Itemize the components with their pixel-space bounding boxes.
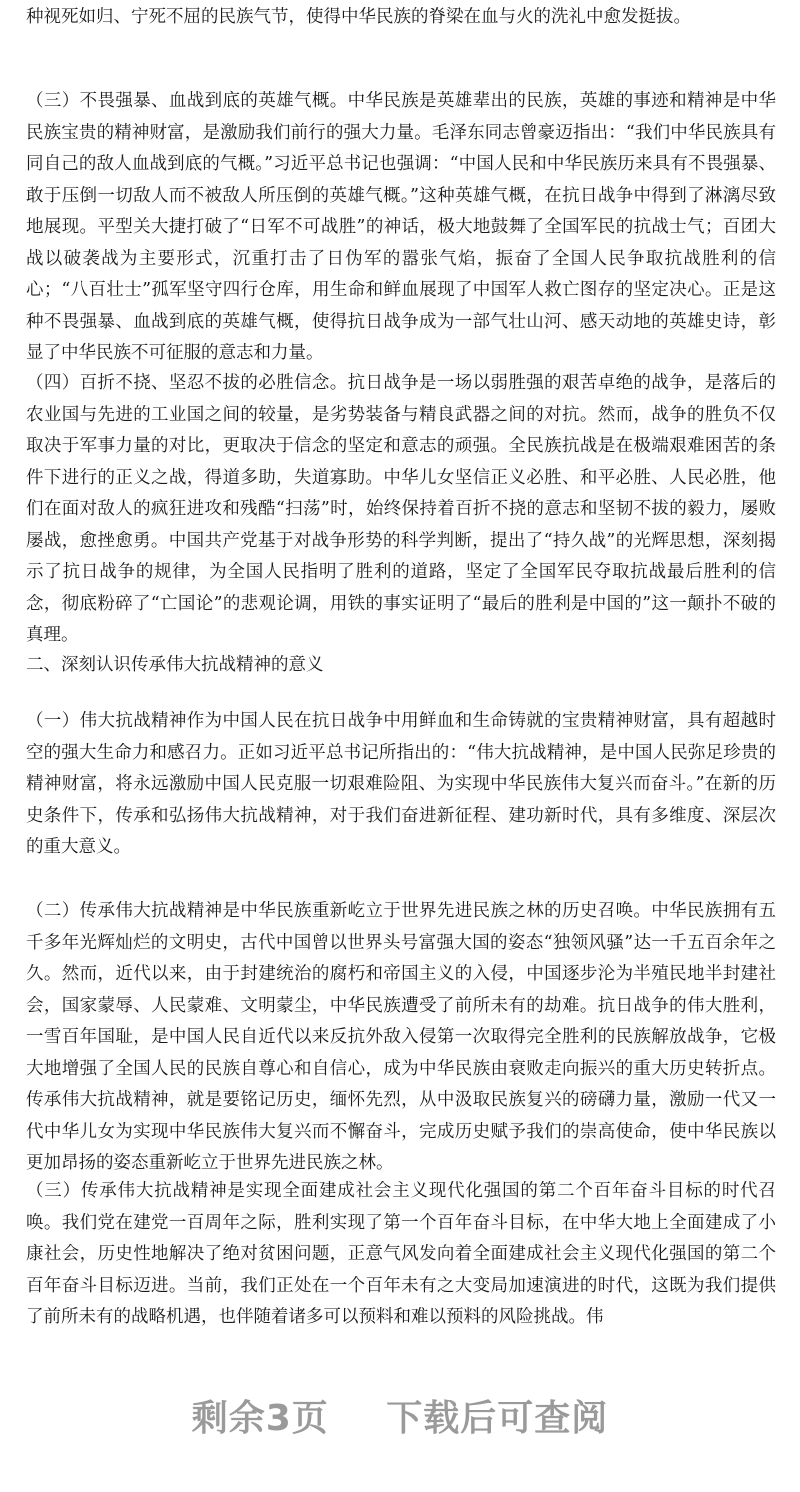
paragraph-section-3: （三）不畏强暴、血战到底的英雄气概。中华民族是英雄辈出的民族，英雄的事迹和精神是中华民族宝贵的精神财富，是激励我们前行的强大力量。毛泽东同志曾豪迈指出：“我们中华民族具有同自己的敌人血战到底的气概。”习近平总书记也强调：“中国人民和中华民族历来具有不畏强暴、敢于压倒一切敌人而不被敌人所压倒的英雄气概。”这种英雄气概，在抗日战争中得到了淋漓尽致地展现。平型关大捷打破了“日军不可战胜”的神话，极大地鼓舞了全国军民的抗战士气；百团大战以破袭战为主要形式，沉重打击了日伪军的嚣张气焰，振奋了全国人民争取抗战胜利的信心；“八百壮士”孤军坚守四行仓库，用生命和鲜血展现了中国军人救亡图存的坚定决心。正是这种不畏强暴、血战到底的英雄气概，使得抗日战争成为一部气壮山河、感天动地的英雄史诗，彰显了中华民族不可征服的意志和力量。	[26, 91, 776, 363]
section-heading-2: 二、深刻认识传承伟大抗战精神的意义	[26, 655, 324, 675]
paragraph-meaning-3: （三）传承伟大抗战精神是实现全面建成社会主义现代化强国的第二个百年奋斗目标的时代召唤。我们党在建党一百周年之际，胜利实现了第一个百年奋斗目标，在中华大地上全面建成了小康社会，历史性地解决了绝对贫困问题，正意气风发向着全面建成社会主义现代化强国的第二个百年奋斗目标迈进。当前，我们正处在一个百年未有之大变局加速演进的时代，这既为我们提供了前所未有的战略机遇，也伴随着诸多可以预料和难以预料的风险挑战。伟	[26, 1181, 776, 1327]
paragraph-meaning-1: （一）伟大抗战精神作为中国人民在抗日战争中用鲜血和生命铸就的宝贵精神财富，具有超越时空的强大生命力和感召力。正如习近平总书记所指出的：“伟大抗战精神，是中国人民弥足珍贵的精神财富，将永远激励中国人民克服一切艰难险阻、为实现中华民族伟大复兴而奋斗。”在新的历史条件下，传承和弘扬伟大抗战精神，对于我们奋进新征程、建功新时代，具有多维度、深层次的重大意义。	[26, 711, 776, 857]
paragraph-section-4: （四）百折不挠、坚忍不拔的必胜信念。抗日战争是一场以弱胜强的艰苦卓绝的战争，是落后的农业国与先进的工业国之间的较量，是劣势装备与精良武器之间的对抗。然而，战争的胜负不仅取决于军事力量的对比，更取决于信念的坚定和意志的顽强。全民族抗战是在极端艰难困苦的条件下进行的正义之战，得道多助，失道寡助。中华儿女坚信正义必胜、和平必胜、人民必胜，他们在面对敌人的疯狂进攻和残酷“扫荡”时，始终保持着百折不挠的意志和坚韧不拔的毅力，屡败屡战，愈挫愈勇。中国共产党基于对战争形势的科学判断，提出了“持久战”的光辉思想，深刻揭示了抗日战争的规律，为全国人民指明了胜利的道路，坚定了全国军民夺取抗战最后胜利的信念，彻底粉碎了“亡国论”的悲观论调，用铁的事实证明了“最后的胜利是中国的”这一颠扑不破的真理。	[26, 373, 776, 645]
download-to-read-label[interactable]: 下载后可查阅	[386, 1398, 609, 1439]
remaining-pages-label: 剩余3页	[191, 1398, 329, 1439]
download-prompt[interactable]	[0, 1390, 800, 1441]
paragraph-meaning-2: （二）传承伟大抗战精神是中华民族重新屹立于世界先进民族之林的历史召唤。中华民族拥有五千多年光辉灿烂的文明史，古代中国曾以世界头号富强大国的姿态“独领风骚”达一千五百余年之久。然而，近代以来，由于封建统治的腐朽和帝国主义的入侵，中国逐步沦为半殖民地半封建社会，国家蒙辱、人民蒙难、文明蒙尘，中华民族遭受了前所未有的劫难。抗日战争的伟大胜利，一雪百年国耻，是中国人民自近代以来反抗外敌入侵第一次取得完全胜利的民族解放战争，它极大地增强了全国人民的民族自尊心和自信心，成为中华民族由衰败走向振兴的重大历史转折点。传承伟大抗战精神，就是要铭记历史，缅怀先烈，从中汲取民族复兴的磅礴力量，激励一代又一代中华儿女为实现中华民族伟大复兴而不懈奋斗，完成历史赋予我们的崇高使命，使中华民族以更加昂扬的姿态重新屹立于世界先进民族之林。	[26, 901, 776, 1173]
paragraph-intro-tail: 种视死如归、宁死不屈的民族气节，使得中华民族的脊梁在血与火的洗礼中愈发挺拔。	[26, 7, 691, 27]
